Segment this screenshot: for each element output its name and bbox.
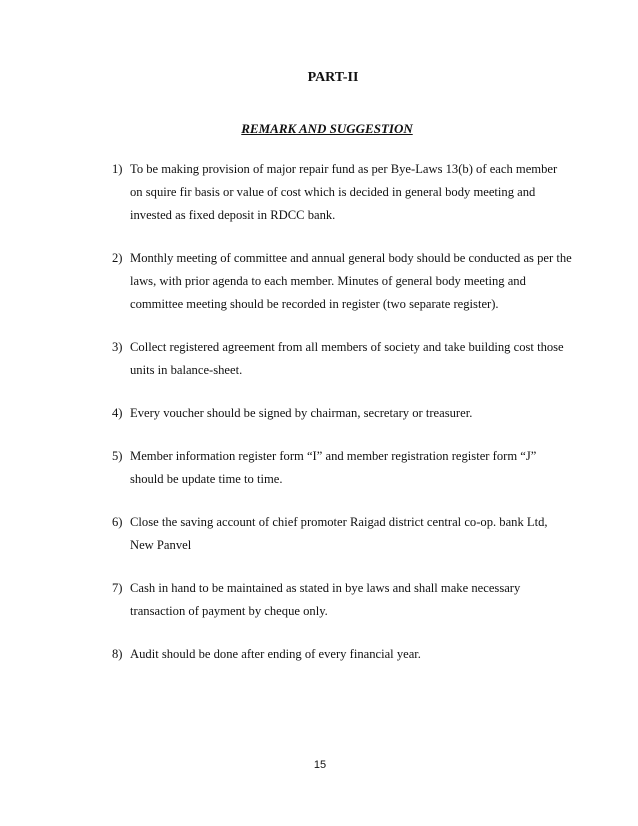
suggestion-list (112, 158, 572, 686)
item-text: Monthly meeting of committee and annual general body should be conducted as per the laws, with prior agenda to each member. Minutes of general body meeting and committee meeting should be recorded in register (two separate register). (130, 251, 572, 311)
item-text: Close the saving account of chief promoter Raigad district central co-op. bank Ltd, New Panvel (130, 515, 548, 552)
item-text: Member information register form “I” and member registration register form “J” should be update time to time. (130, 449, 537, 486)
item-number: 6) (112, 515, 123, 529)
item-text: Audit should be done after ending of every financial year. (130, 647, 421, 661)
item-number: 4) (112, 406, 123, 420)
item-number: 1) (112, 162, 123, 176)
part-title: PART-II (307, 70, 359, 85)
page-number: 15 (313, 759, 327, 771)
list-item (112, 511, 572, 557)
item-text: Cash in hand to be maintained as stated in bye laws and shall make necessary transaction of payment by cheque only. (130, 581, 521, 618)
item-number: 2) (112, 251, 123, 265)
item-text: Collect registered agreement from all members of society and take building cost those units in balance-sheet. (130, 340, 564, 377)
section-title: REMARK AND SUGGESTION (241, 121, 413, 136)
list-item (112, 336, 572, 382)
list-item (112, 158, 572, 227)
list-item (112, 402, 572, 425)
item-number: 8) (112, 647, 123, 661)
list-item (112, 247, 572, 316)
list-item (112, 643, 572, 666)
item-text: To be making provision of major repair fund as per Bye-Laws 13(b) of each member on squire fir basis or value of cost which is decided in general body meeting and invested as fixed deposit in RDCC bank. (130, 162, 558, 222)
list-item (112, 445, 572, 491)
item-number: 7) (112, 581, 123, 595)
list-item (112, 577, 572, 623)
item-text: Every voucher should be signed by chairman, secretary or treasurer. (130, 406, 473, 420)
item-number: 5) (112, 449, 123, 463)
item-number: 3) (112, 340, 123, 354)
